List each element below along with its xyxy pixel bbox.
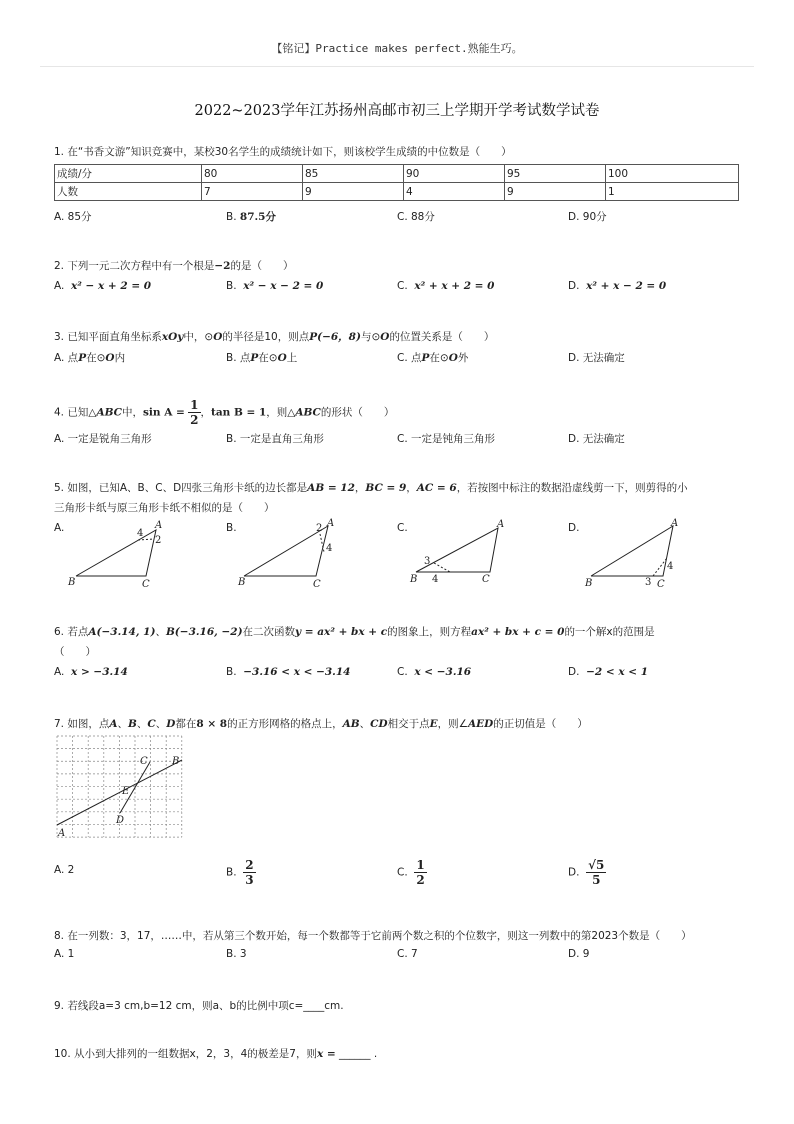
question-6-stem-line2: （ ） xyxy=(54,646,96,658)
option-label: C. xyxy=(397,866,408,879)
math: sin A = xyxy=(143,406,185,419)
math: O xyxy=(448,352,458,364)
label-e: E xyxy=(122,786,130,797)
math: AB = 12 xyxy=(307,482,355,494)
question-8-stem: 8. 在一列数：3，17，……中，若从第三个数开始，每一个数都等于它前两个数之积的个位数字，则这一列数中的第2023个数是（ ） xyxy=(54,930,692,942)
math: −2 < x < 1 xyxy=(586,666,649,678)
q4-option-d[interactable]: D. 无法确定 xyxy=(568,433,625,445)
q1-option-c[interactable]: C. 88分 xyxy=(397,211,435,223)
triangle xyxy=(76,530,156,576)
stem-text: 的正方形网格的格点上， xyxy=(227,718,343,730)
stem-text: 在二次函数 xyxy=(242,626,296,638)
math: O xyxy=(380,331,390,343)
stem-text: 的半径是10，则点 xyxy=(222,331,310,343)
math: ax² + bx + c = 0 xyxy=(471,626,565,638)
q7-option-d[interactable] xyxy=(568,858,606,887)
label-a: A xyxy=(671,518,679,529)
label-b: B xyxy=(585,578,593,589)
option-label: A. xyxy=(54,280,65,292)
question-10-stem xyxy=(54,1046,744,1062)
label-c: C xyxy=(482,574,490,585)
q7-option-a[interactable]: A. 2 xyxy=(54,864,75,876)
label-a: A xyxy=(497,519,505,530)
option-label: C. xyxy=(397,280,408,292)
stem-text: 相交于点 xyxy=(387,718,430,730)
fraction-denominator: 2 xyxy=(190,413,199,427)
math: C xyxy=(147,718,156,730)
q6-option-d[interactable] xyxy=(568,666,648,678)
option-text: 外 xyxy=(457,352,469,364)
q5-option-a[interactable]: A. xyxy=(54,522,65,534)
q5-figure-c xyxy=(406,518,516,590)
q4-option-b[interactable]: B. 一定是直角三角形 xyxy=(226,433,324,445)
number-label: 3 xyxy=(424,556,431,567)
fraction xyxy=(586,858,606,887)
table-cell: 95 xyxy=(505,165,606,183)
option-text: A. 点 xyxy=(54,352,79,364)
number-label: 4 xyxy=(326,543,333,554)
stem-text: 、 xyxy=(155,626,166,638)
q8-option-b[interactable]: B. 3 xyxy=(226,948,247,960)
q3-option-c[interactable] xyxy=(397,350,468,365)
q7-grid-figure xyxy=(54,734,186,838)
option-label: C. xyxy=(397,666,408,678)
stem-text: 、 xyxy=(359,718,371,730)
option-text: C. 点 xyxy=(397,352,422,364)
label-c: C xyxy=(142,579,150,590)
label-b: B xyxy=(410,574,418,585)
math: 8 × 8 xyxy=(196,718,228,730)
math: AED xyxy=(468,718,494,730)
math: E xyxy=(429,718,438,730)
question-5-stem xyxy=(54,480,744,496)
option-value: 87.5分 xyxy=(239,211,276,223)
q2-option-c[interactable] xyxy=(397,280,494,292)
table-cell: 9 xyxy=(303,183,404,201)
q4-option-c[interactable]: C. 一定是钝角三角形 xyxy=(397,433,496,445)
math: x² + x + 2 = 0 xyxy=(414,280,495,292)
header-divider xyxy=(40,66,754,67)
option-text: 在⊙ xyxy=(429,352,449,364)
math: x < −3.16 xyxy=(414,666,472,678)
math: P xyxy=(250,352,259,364)
question-6-stem xyxy=(54,624,744,640)
q3-option-b[interactable] xyxy=(226,350,297,365)
fraction-denominator: 5 xyxy=(592,873,601,887)
q5-option-d[interactable]: D. xyxy=(568,522,580,534)
number-label: 3 xyxy=(645,577,652,588)
stem-text: 7. 如图，点 xyxy=(54,718,110,730)
math: x = xyxy=(316,1048,336,1060)
option-label: B. xyxy=(226,211,237,223)
option-label: D. xyxy=(568,866,580,879)
stem-text: 中，⊙ xyxy=(183,331,214,343)
label-a: A xyxy=(58,828,66,838)
q2-option-b[interactable] xyxy=(226,280,323,292)
stem-text: 10. 从小到大排列的一组数据x，2，3，4的极差是7，则 xyxy=(54,1048,317,1060)
fraction-numerator: 1 xyxy=(190,398,199,412)
stem-text: 的正切值是（ ） xyxy=(493,718,588,730)
header-motto: 【铭记】Practice makes perfect.熟能生巧。 xyxy=(271,42,523,55)
fraction xyxy=(414,858,426,887)
number-label: 2 xyxy=(316,523,323,534)
q5-option-c[interactable]: C. xyxy=(397,522,408,534)
q7-option-c[interactable] xyxy=(397,858,427,887)
question-2-stem xyxy=(54,258,744,274)
math: B xyxy=(128,718,137,730)
stem-text: 、 xyxy=(155,718,167,730)
fraction-numerator: 1 xyxy=(416,858,425,872)
label-b: B xyxy=(238,577,246,588)
label-d: D xyxy=(116,815,125,826)
score-table xyxy=(54,164,739,201)
math: x > −3.14 xyxy=(71,666,128,678)
question-3-stem xyxy=(54,329,744,345)
math: P(−6，8) xyxy=(309,331,361,343)
fraction-numerator: 2 xyxy=(245,858,254,872)
option-text: 上 xyxy=(286,352,298,364)
stem-text: ，则△ xyxy=(266,406,296,419)
q8-option-c[interactable]: C. 7 xyxy=(397,948,418,960)
question-1-stem: 1. 在“书香文游”知识竞赛中，某校30名学生的成绩统计如下，则该校学生成绩的中位数是（ ） xyxy=(54,146,512,158)
stem-text: 的位置关系是（ ） xyxy=(389,331,495,343)
label-b: B xyxy=(68,577,76,588)
math: D xyxy=(166,718,176,730)
stem-text: ， xyxy=(406,482,417,494)
table-cell: 成绩/分 xyxy=(55,165,202,183)
option-label: A. xyxy=(54,666,65,678)
q1-option-a[interactable]: A. 85分 xyxy=(54,211,92,223)
page-title: 2022~2023学年江苏扬州高邮市初三上学期开学考试数学试卷 xyxy=(194,103,600,119)
stem-text: 、 xyxy=(136,718,148,730)
q1-option-b[interactable] xyxy=(226,209,276,224)
stem-text: 2. 下列一元二次方程中有一个根是 xyxy=(54,260,215,272)
stem-text: ______ . xyxy=(339,1048,378,1060)
q5-figure-a xyxy=(66,518,176,590)
q7-option-b[interactable] xyxy=(226,858,256,887)
q5-figure-d xyxy=(583,518,693,590)
stem-text: 中， xyxy=(122,406,144,419)
q6-option-a[interactable] xyxy=(54,666,128,678)
option-label: D. xyxy=(568,666,580,678)
number-label: 2 xyxy=(155,535,162,546)
number-label: 4 xyxy=(137,528,144,539)
number-label: 4 xyxy=(432,574,439,585)
q2-option-a[interactable] xyxy=(54,280,151,292)
label-c: C xyxy=(313,579,321,590)
option-text: 在⊙ xyxy=(258,352,278,364)
math: x² − x − 2 = 0 xyxy=(243,280,324,292)
table-cell: 90 xyxy=(404,165,505,183)
stem-text: 、 xyxy=(117,718,129,730)
stem-text: ，则∠ xyxy=(437,718,469,730)
fraction xyxy=(243,858,255,887)
question-4-stem xyxy=(54,398,744,427)
label-c: C xyxy=(140,756,148,767)
table-cell: 4 xyxy=(404,183,505,201)
math: A xyxy=(109,718,118,730)
q2-option-d[interactable] xyxy=(568,280,666,292)
math: BC = 9 xyxy=(365,482,407,494)
stem-text: 与⊙ xyxy=(360,331,381,343)
stem-text: 的形状（ ） xyxy=(320,406,395,419)
label-b: B xyxy=(172,756,180,767)
table-cell: 9 xyxy=(505,183,606,201)
table-cell: 100 xyxy=(606,165,739,183)
q3-option-a[interactable] xyxy=(54,350,125,365)
option-label: B. xyxy=(226,280,237,292)
math: P xyxy=(421,352,430,364)
stem-text: 3. 已知平面直角坐标系 xyxy=(54,331,162,343)
q6-option-c[interactable] xyxy=(397,666,471,678)
stem-text: 5. 如图，已知A、B、C、D四张三角形卡纸的边长都是 xyxy=(54,482,308,494)
fraction-numerator: √5 xyxy=(588,858,605,872)
stem-text: 都在 xyxy=(175,718,197,730)
option-label: B. xyxy=(226,866,237,879)
math: AC = 6 xyxy=(416,482,457,494)
triangle xyxy=(591,526,673,576)
math: CD xyxy=(370,718,388,730)
math: O xyxy=(105,352,115,364)
label-a: A xyxy=(327,518,335,529)
option-text: 在⊙ xyxy=(86,352,106,364)
stem-text: ， xyxy=(200,406,212,419)
fraction xyxy=(188,398,200,427)
q8-option-d[interactable]: D. 9 xyxy=(568,948,590,960)
math: ABC xyxy=(295,406,321,419)
math: P xyxy=(78,352,87,364)
math: B(−3.16, −2) xyxy=(165,626,243,638)
math: AB xyxy=(342,718,360,730)
stem-text: ，若按图中标注的数据沿虚线剪一下，则剪得的小 xyxy=(456,482,688,494)
fraction-denominator: 2 xyxy=(416,873,425,887)
stem-text: 的一个解x的范围是 xyxy=(564,626,655,638)
table-cell: 85 xyxy=(303,165,404,183)
label-a: A xyxy=(155,520,163,531)
option-label: D. xyxy=(568,280,580,292)
fraction-denominator: 3 xyxy=(245,873,254,887)
stem-text: 6. 若点 xyxy=(54,626,89,638)
table-row xyxy=(55,165,739,183)
stem-text: ， xyxy=(354,482,366,494)
option-text: 内 xyxy=(114,352,126,364)
table-cell: 7 xyxy=(202,183,303,201)
math: −2 xyxy=(214,260,231,272)
question-5-stem-line2: 三角形卡纸与原三角形卡纸不相似的是（ ） xyxy=(54,502,275,514)
math: tan B = 1 xyxy=(211,406,267,419)
math: y = ax² + bx + c xyxy=(295,626,388,638)
math: −3.16 < x < −3.14 xyxy=(243,666,351,678)
math: x² + x − 2 = 0 xyxy=(586,280,667,292)
cut-line xyxy=(434,563,450,572)
table-row xyxy=(55,183,739,201)
stem-text: 的图象上，则方程 xyxy=(387,626,472,638)
q6-option-b[interactable] xyxy=(226,666,350,678)
q8-option-a[interactable]: A. 1 xyxy=(54,948,75,960)
number-label: 4 xyxy=(667,561,674,572)
math: ABC xyxy=(96,406,123,419)
math: x² − x + 2 = 0 xyxy=(71,280,152,292)
stem-text: 4. 已知△ xyxy=(54,406,97,419)
label-c: C xyxy=(657,579,665,590)
math: O xyxy=(213,331,223,343)
q5-option-b[interactable]: B. xyxy=(226,522,237,534)
math: xOy xyxy=(161,331,184,343)
table-cell: 1 xyxy=(606,183,739,201)
option-text: B. 点 xyxy=(226,352,251,364)
q3-option-d[interactable]: D. 无法确定 xyxy=(568,352,625,364)
table-cell: 人数 xyxy=(55,183,202,201)
question-7-stem xyxy=(54,716,744,732)
math: A(−3.14, 1) xyxy=(88,626,156,638)
q5-figure-b xyxy=(236,518,346,590)
stem-text: 的是（ ） xyxy=(230,260,294,272)
option-label: B. xyxy=(226,666,237,678)
table-cell: 80 xyxy=(202,165,303,183)
q4-option-a[interactable]: A. 一定是锐角三角形 xyxy=(54,433,152,445)
math: O xyxy=(277,352,287,364)
question-9-stem: 9. 若线段a=3 cm,b=12 cm，则a、b的比例中项c=____cm. xyxy=(54,1000,344,1012)
q1-option-d[interactable]: D. 90分 xyxy=(568,211,607,223)
